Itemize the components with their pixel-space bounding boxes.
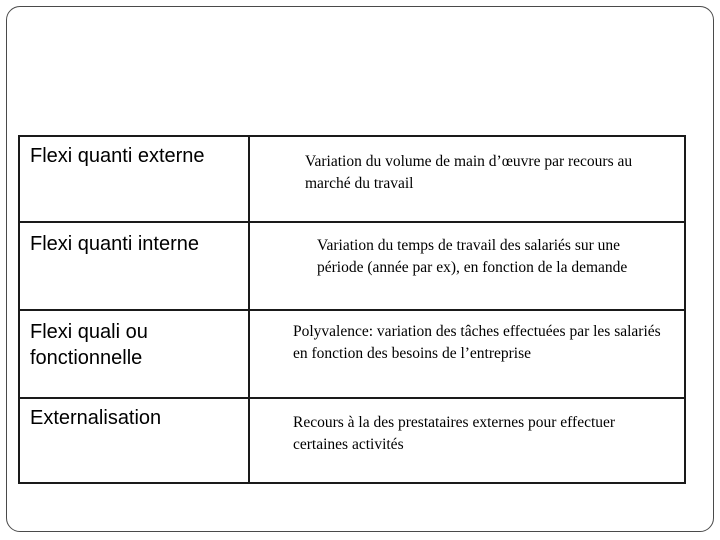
- row-term: Flexi quanti interne: [30, 233, 199, 255]
- table-row: [20, 223, 684, 311]
- row-definition: Variation du volume de main d’œuvre par recours au marché du travail: [305, 153, 633, 192]
- row-term: Flexi quanti externe: [30, 145, 205, 167]
- flexibility-table: [18, 135, 686, 484]
- table-row: [20, 137, 684, 223]
- row-definition: Recours à la des prestataires externes pour effectuer certaines activités: [293, 414, 616, 453]
- row-definition: Polyvalence: variation des tâches effectuées par les salariés en fonction des besoins de l’entreprise: [293, 323, 661, 362]
- row-term: Externalisation: [30, 407, 162, 429]
- row-term: Flexi quali ou fonctionnelle: [30, 321, 148, 369]
- table-row: [20, 399, 684, 482]
- row-definition: Variation du temps de travail des salariés sur une période (année par ex), en fonction de la demande: [317, 237, 628, 276]
- table-row: [20, 311, 684, 399]
